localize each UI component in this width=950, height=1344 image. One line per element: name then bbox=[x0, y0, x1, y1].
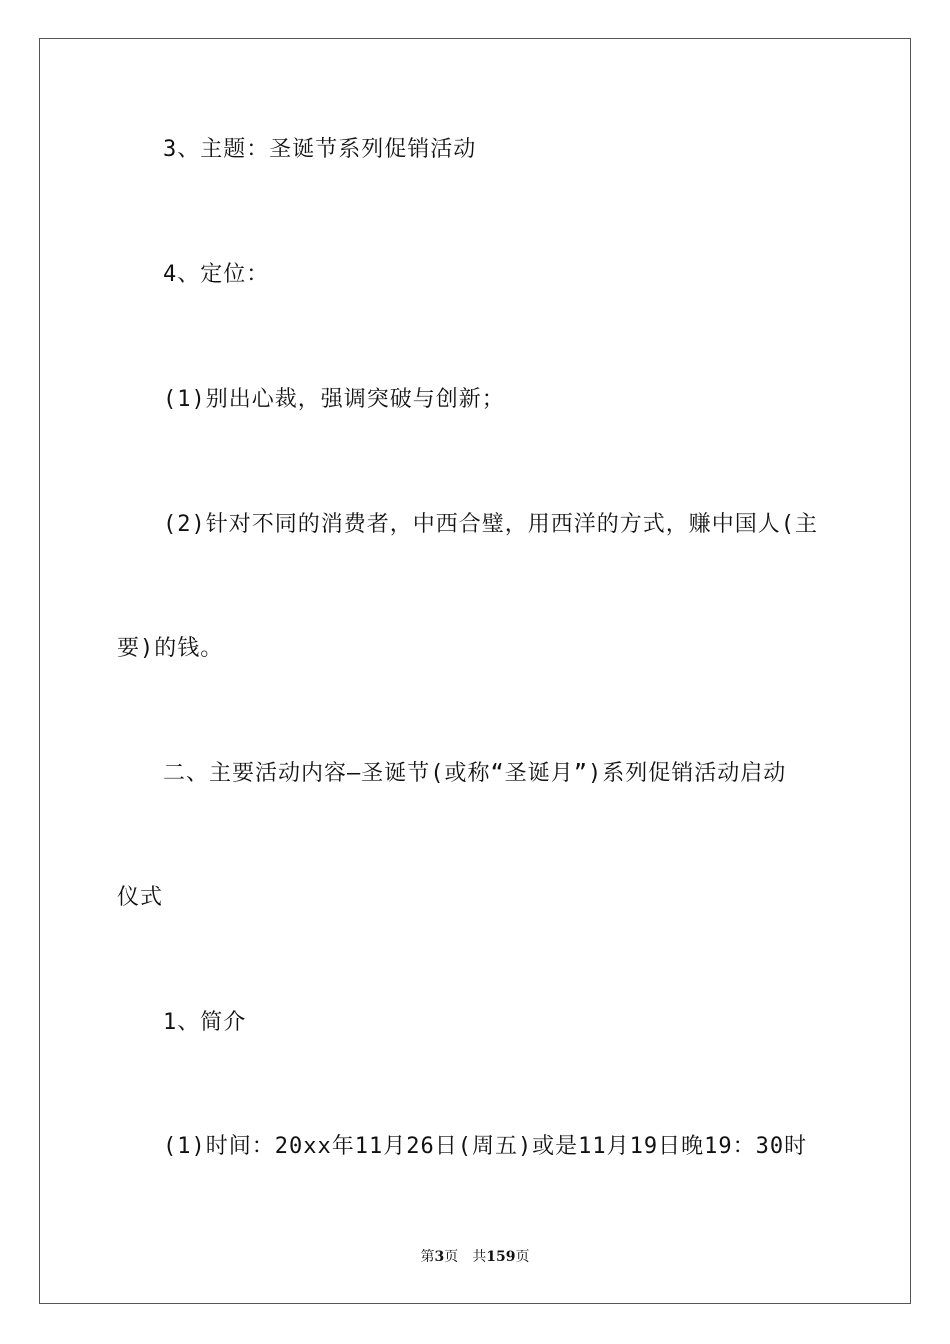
text-line-theme: 3、主题：圣诞节系列促销活动 bbox=[163, 137, 477, 162]
footer-total-prefix: 共 bbox=[472, 1249, 487, 1265]
footer-total-pages: 159 bbox=[486, 1249, 516, 1265]
footer-page-suffix: 页 bbox=[444, 1249, 459, 1265]
text-line-positioning-item-1: (1)别出心裁，强调突破与创新； bbox=[163, 387, 505, 412]
footer-total-suffix: 页 bbox=[515, 1249, 530, 1265]
text-line-time: (1)时间：20xx年11月26日(周五)或是11月19日晚19：30时 bbox=[163, 1134, 808, 1159]
footer-page-number: 3 bbox=[434, 1249, 445, 1265]
text-line-positioning-item-2: (2)针对不同的消费者，中西合璧，用西洋的方式，赚中国人(主 bbox=[163, 512, 818, 537]
text-line-positioning: 4、定位： bbox=[163, 262, 270, 287]
text-line-positioning-item-2-cont: 要)的钱。 bbox=[117, 636, 224, 661]
text-line-intro: 1、简介 bbox=[163, 1010, 247, 1035]
page-frame bbox=[39, 38, 911, 1304]
page-footer bbox=[0, 1248, 950, 1266]
footer-page-prefix: 第 bbox=[420, 1249, 435, 1265]
section-heading-main-activities: 二、主要活动内容—圣诞节(或称“圣诞月”)系列促销活动启动 bbox=[163, 761, 787, 786]
section-heading-main-activities-cont: 仪式 bbox=[117, 885, 164, 910]
